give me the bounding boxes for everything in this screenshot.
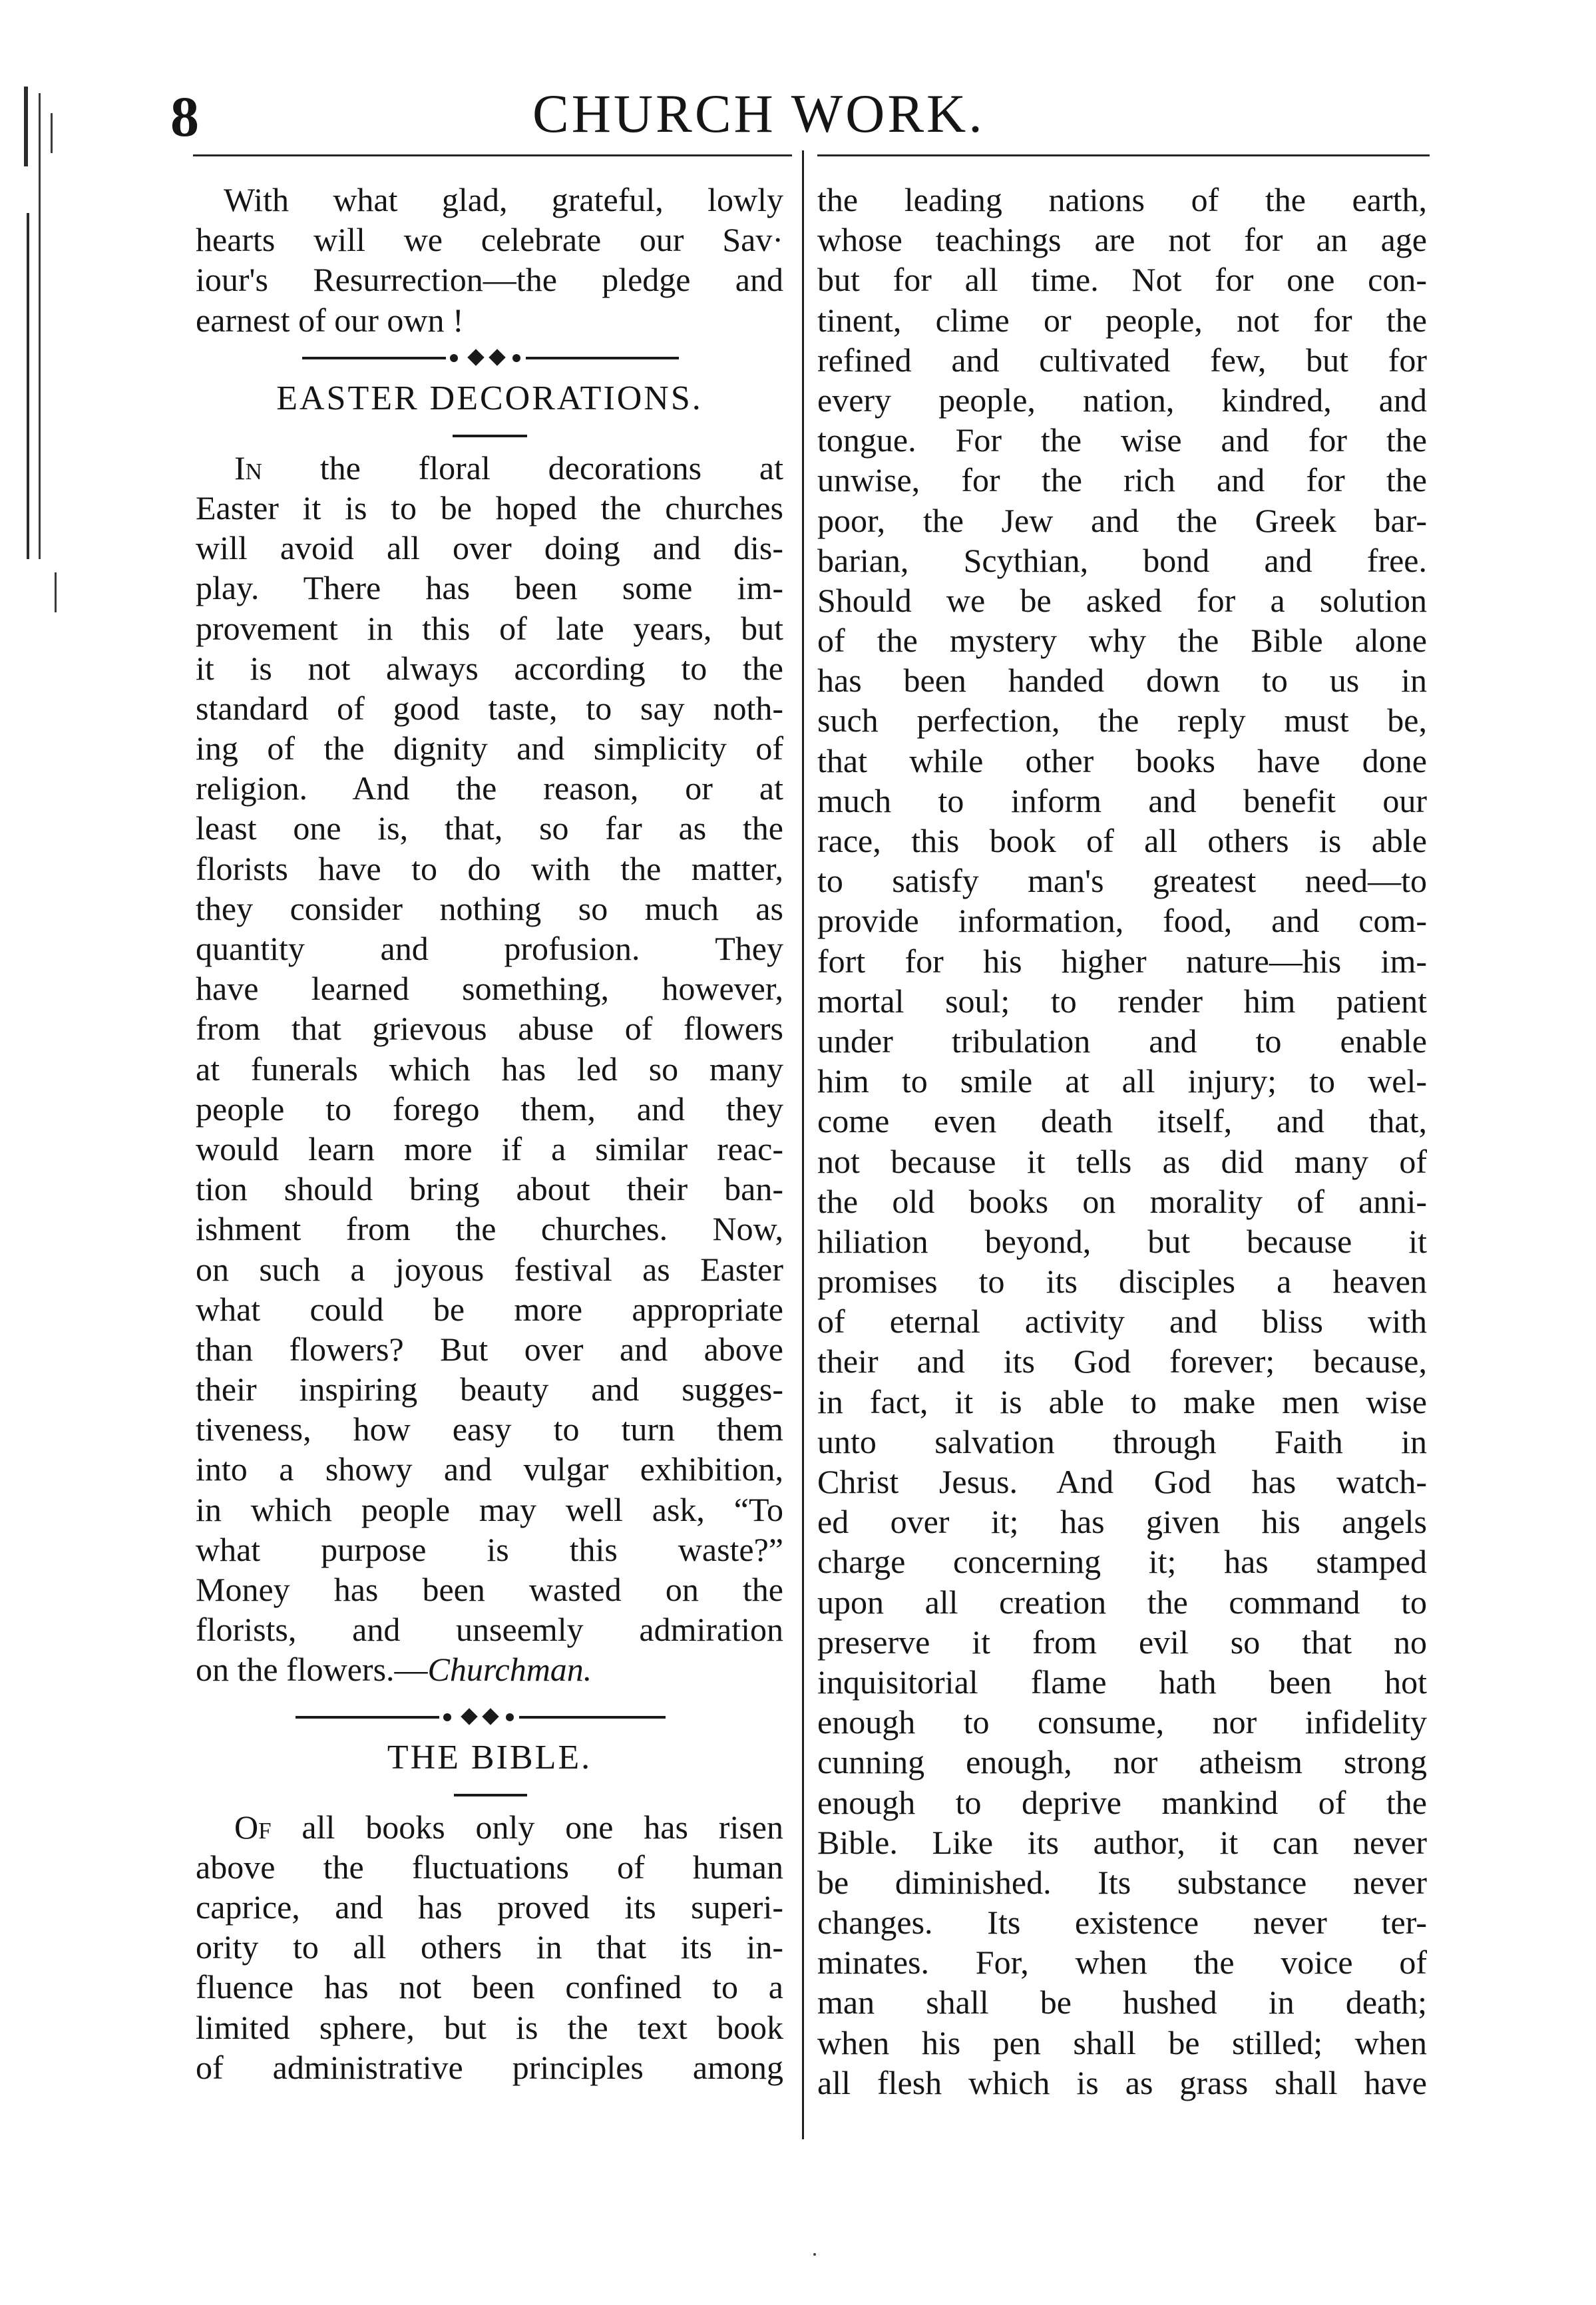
right-column (817, 180, 1427, 2103)
text-line: Christ Jesus. And God has watch- (817, 1463, 1427, 1500)
text-line: mortal soul; to render him patient (817, 982, 1427, 1020)
text-fragment: all books only one has risen (271, 1808, 783, 1846)
text-line: such perfection, the reply must be, (817, 702, 1427, 739)
text-line: florists, and unseemly admiration (196, 1611, 783, 1649)
text-line: what purpose is this waste?” (196, 1530, 783, 1568)
text-line: when his pen shall be stilled; when (817, 2023, 1427, 2061)
text-line: hearts will we celebrate our Sav· (196, 221, 783, 259)
text-line: provement in this of late years, but (196, 609, 783, 647)
text-line: least one is, that, so far as the (196, 809, 783, 847)
text-line: provide information, food, and com- (817, 902, 1427, 940)
text-line: much to inform and benefit our (817, 781, 1427, 819)
running-head: CHURCH WORK. (532, 83, 985, 144)
text-line: race, this book of all others is able (817, 822, 1427, 859)
text-fragment: the floral decorations at (262, 449, 783, 487)
text-line: changes. Its existence never ter- (817, 1904, 1427, 1942)
text-line: they consider nothing so much as (196, 889, 783, 927)
text-line: unwise, for the rich and for the (817, 461, 1427, 499)
text-line: to satisfy man's greatest need—to (817, 862, 1427, 900)
text-line: barian, Scythian, bond and free. (817, 541, 1427, 579)
text-line: above the fluctuations of human (196, 1848, 783, 1886)
text-line (196, 448, 783, 488)
text-line: the old books on morality of anni- (817, 1182, 1427, 1220)
text-line: of administrative principles among (196, 2048, 783, 2086)
text-line: poor, the Jew and the Greek bar- (817, 501, 1427, 539)
text-line: upon all creation the command to (817, 1583, 1427, 1621)
text-fragment: on the flowers.— (196, 1651, 428, 1689)
header-rule-left (193, 154, 792, 156)
text-line: what could be more appropriate (196, 1290, 783, 1328)
text-line: but for all time. Not for one con- (817, 261, 1427, 299)
text-line: in which people may well ask, “To (196, 1490, 783, 1528)
text-line: the leading nations of the earth, (817, 181, 1427, 218)
left-column (196, 180, 783, 2087)
text-line: promises to its disciples a heaven (817, 1263, 1427, 1301)
text-line: play. There has been some im- (196, 569, 783, 607)
drop-word: Of (234, 1808, 272, 1846)
text-line: earnest of our own ! (196, 301, 464, 339)
text-line: charge concerning it; has stamped (817, 1543, 1427, 1581)
text-line: ority to all others in that its in- (196, 1928, 783, 1966)
text-line: than flowers? But over and above (196, 1330, 783, 1368)
text-line: be diminished. Its substance never (817, 1863, 1427, 1901)
text-line: tion should bring about their ban- (196, 1170, 783, 1208)
text-line: fort for his higher nature—his im- (817, 942, 1427, 980)
text-line: their and its God forever; because, (817, 1343, 1427, 1380)
text-line: into a showy and vulgar exhibition, (196, 1450, 783, 1488)
section-ornament (196, 340, 783, 375)
text-line: minates. For, when the voice of (817, 1944, 1427, 1982)
text-line: would learn more if a similar reac- (196, 1130, 783, 1167)
column-divider (802, 150, 804, 2139)
text-line (196, 1807, 783, 1847)
binding-edge-mark (27, 213, 29, 559)
text-line: tiveness, how easy to turn them (196, 1410, 783, 1448)
text-line: Should we be asked for a solution (817, 581, 1427, 619)
text-line: preserve it from evil so that no (817, 1623, 1427, 1661)
text-line: quantity and profusion. They (196, 930, 783, 967)
text-line: refined and cultivated few, but for (817, 341, 1427, 379)
text-line: Bible. Like its author, it can never (817, 1823, 1427, 1861)
text-line: tongue. For the wise and for the (817, 421, 1427, 459)
text-line: religion. And the reason, or at (196, 769, 783, 807)
text-line: hiliation beyond, but because it (817, 1222, 1427, 1260)
text-line: at funerals which has led so many (196, 1050, 783, 1088)
source-attribution: Churchman. (427, 1651, 592, 1689)
text-line: have learned something, however, (196, 970, 783, 1008)
binding-edge-mark (51, 113, 53, 153)
text-line: ing of the dignity and simplicity of (196, 730, 783, 767)
section-heading-easter-decorations: EASTER DECORATIONS. (276, 379, 703, 417)
text-line: all flesh which is as grass shall have (817, 2063, 1427, 2101)
text-line: ed over it; has given his angels (817, 1503, 1427, 1541)
text-line: florists have to do with the matter, (196, 849, 783, 887)
text-line: enough to consume, nor infidelity (817, 1703, 1427, 1741)
text-line: people to forego them, and they (196, 1090, 783, 1128)
text-line: man shall be hushed in death; (817, 1984, 1427, 2021)
text-line: has been handed down to us in (817, 662, 1427, 700)
text-line: ishment from the churches. Now, (196, 1210, 783, 1248)
heading-rule (196, 423, 783, 448)
text-line: inquisitorial flame hath been hot (817, 1663, 1427, 1701)
text-line: Easter it is to be hoped the churches (196, 489, 783, 526)
section-heading-the-bible: THE BIBLE. (387, 1738, 592, 1777)
text-line: not because it tells as did many of (817, 1142, 1427, 1180)
text-line (196, 1649, 783, 1689)
binding-edge-mark (55, 572, 57, 612)
text-line: cunning enough, nor atheism strong (817, 1743, 1427, 1781)
text-line: iour's Resurrection—the pledge and (196, 261, 783, 299)
binding-edge-mark (24, 87, 28, 166)
text-line: in fact, it is able to make men wise (817, 1382, 1427, 1420)
binding-edge-mark (39, 93, 41, 559)
text-line: of the mystery why the Bible alone (817, 622, 1427, 660)
text-line: With what glad, grateful, lowly (224, 181, 783, 218)
text-line: it is not always according to the (196, 649, 783, 687)
text-line: from that grievous abuse of flowers (196, 1010, 783, 1048)
text-line: enough to deprive mankind of the (817, 1783, 1427, 1821)
text-line: of eternal activity and bliss with (817, 1303, 1427, 1341)
text-line: under tribulation and to enable (817, 1022, 1427, 1060)
text-line: tinent, clime or people, not for the (817, 301, 1427, 339)
header-rule-right (817, 154, 1430, 156)
heading-rule (196, 1782, 783, 1807)
text-line: unto salvation through Faith in (817, 1422, 1427, 1460)
text-line: that while other books have done (817, 741, 1427, 779)
text-line: him to smile at all injury; to wel- (817, 1062, 1427, 1100)
text-line: every people, nation, kindred, and (817, 381, 1427, 419)
text-line: will avoid all over doing and dis- (196, 529, 783, 567)
text-line: on such a joyous festival as Easter (196, 1250, 783, 1288)
text-line: their inspiring beauty and sugges- (196, 1370, 783, 1408)
text-line: caprice, and has proved its superi- (196, 1888, 783, 1926)
text-line: whose teachings are not for an age (817, 221, 1427, 259)
text-line: Money has been wasted on the (196, 1571, 783, 1608)
text-line: standard of good taste, to say noth- (196, 689, 783, 727)
paper-speck (813, 2253, 816, 2256)
text-line: come even death itself, and that, (817, 1102, 1427, 1140)
text-line: limited sphere, but is the text book (196, 2008, 783, 2046)
section-ornament (196, 1699, 783, 1734)
text-line: fluence has not been confined to a (196, 1968, 783, 2006)
page-number: 8 (170, 85, 199, 148)
drop-word: In (234, 449, 262, 487)
